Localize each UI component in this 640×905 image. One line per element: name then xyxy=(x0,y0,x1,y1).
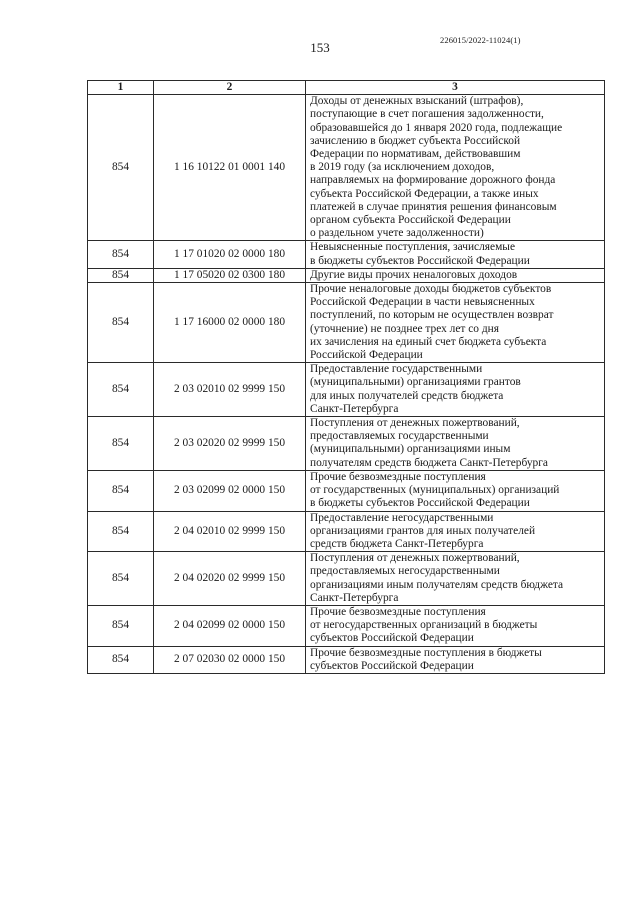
admin-code-cell: 854 xyxy=(88,95,154,241)
column-header-2: 2 xyxy=(154,81,306,95)
table-row xyxy=(88,241,605,268)
table-row xyxy=(88,470,605,511)
kbk-code-cell: 2 03 02099 02 0000 150 xyxy=(154,470,306,511)
description-cell: Другие виды прочих неналоговых доходов xyxy=(306,268,605,282)
description-cell: Невыясненные поступления, зачисляемые в бюджеты субъектов Российской Федерации xyxy=(306,241,605,268)
admin-code-cell: 854 xyxy=(88,646,154,673)
table-row xyxy=(88,417,605,471)
kbk-code-cell: 1 16 10122 01 0001 140 xyxy=(154,95,306,241)
admin-code-cell: 854 xyxy=(88,511,154,552)
description-cell: Прочие безвозмездные поступления от государственных (муниципальных) организаций в бюджеты субъектов Российской Федерации xyxy=(306,470,605,511)
kbk-code-cell: 1 17 16000 02 0000 180 xyxy=(154,283,306,363)
admin-code-cell: 854 xyxy=(88,268,154,282)
column-header-3: 3 xyxy=(306,81,605,95)
description-cell: Предоставление негосударственными организациями грантов для иных получателей средств бюджета Санкт-Петербурга xyxy=(306,511,605,552)
table-row xyxy=(88,552,605,606)
kbk-code-cell: 1 17 01020 02 0000 180 xyxy=(154,241,306,268)
revenue-codes-table xyxy=(87,80,605,674)
kbk-code-cell: 2 04 02020 02 9999 150 xyxy=(154,552,306,606)
kbk-code-cell: 1 17 05020 02 0300 180 xyxy=(154,268,306,282)
admin-code-cell: 854 xyxy=(88,470,154,511)
kbk-code-cell: 2 03 02010 02 9999 150 xyxy=(154,363,306,417)
kbk-code-cell: 2 04 02099 02 0000 150 xyxy=(154,605,306,646)
table-row xyxy=(88,511,605,552)
description-cell: Прочие безвозмездные поступления в бюджеты субъектов Российской Федерации xyxy=(306,646,605,673)
admin-code-cell: 854 xyxy=(88,283,154,363)
table-body xyxy=(88,95,605,674)
admin-code-cell: 854 xyxy=(88,605,154,646)
kbk-code-cell: 2 04 02010 02 9999 150 xyxy=(154,511,306,552)
description-cell: Поступления от денежных пожертвований, предоставляемых государственными (муниципальными) организациями иным получателям средств бюджета Санкт-Петербурга xyxy=(306,417,605,471)
kbk-code-cell: 2 03 02020 02 9999 150 xyxy=(154,417,306,471)
table-row xyxy=(88,95,605,241)
table-row xyxy=(88,363,605,417)
description-cell: Поступления от денежных пожертвований, предоставляемых негосударственными организациями иным получателям средств бюджета Санкт-Петербурга xyxy=(306,552,605,606)
admin-code-cell: 854 xyxy=(88,552,154,606)
description-cell: Прочие безвозмездные поступления от негосударственных организаций в бюджеты субъектов Российской Федерации xyxy=(306,605,605,646)
page-number: 153 xyxy=(310,40,330,55)
document-id: 226015/2022-11024(1) xyxy=(440,35,521,45)
table-row xyxy=(88,283,605,363)
description-cell: Предоставление государственными (муниципальными) организациями грантов для иных получателей средств бюджета Санкт-Петербурга xyxy=(306,363,605,417)
table-row xyxy=(88,646,605,673)
admin-code-cell: 854 xyxy=(88,363,154,417)
table-row xyxy=(88,605,605,646)
description-cell: Доходы от денежных взысканий (штрафов), поступающие в счет погашения задолженности, образовавшейся до 1 января 2020 года, подлежащие зачислению в бюджет субъекта Российской Федерации по нормативам, действовавшим в 2019 году (за исключением доходов, направляемых на формирование дорожного фонда субъекта Российской Федерации, а также иных платежей в случае принятия решения финансовым органом субъекта Российской Федерации о раздельном учете задолженности) xyxy=(306,95,605,241)
table-header-row xyxy=(88,81,605,95)
column-header-1: 1 xyxy=(88,81,154,95)
admin-code-cell: 854 xyxy=(88,241,154,268)
admin-code-cell: 854 xyxy=(88,417,154,471)
kbk-code-cell: 2 07 02030 02 0000 150 xyxy=(154,646,306,673)
description-cell: Прочие неналоговые доходы бюджетов субъектов Российской Федерации в части невыясненных поступлений, по которым не осуществлен возврат (уточнение) не позднее трех лет со дня их зачисления на единый счет бюджета субъекта Российской Федерации xyxy=(306,283,605,363)
table-row xyxy=(88,268,605,282)
